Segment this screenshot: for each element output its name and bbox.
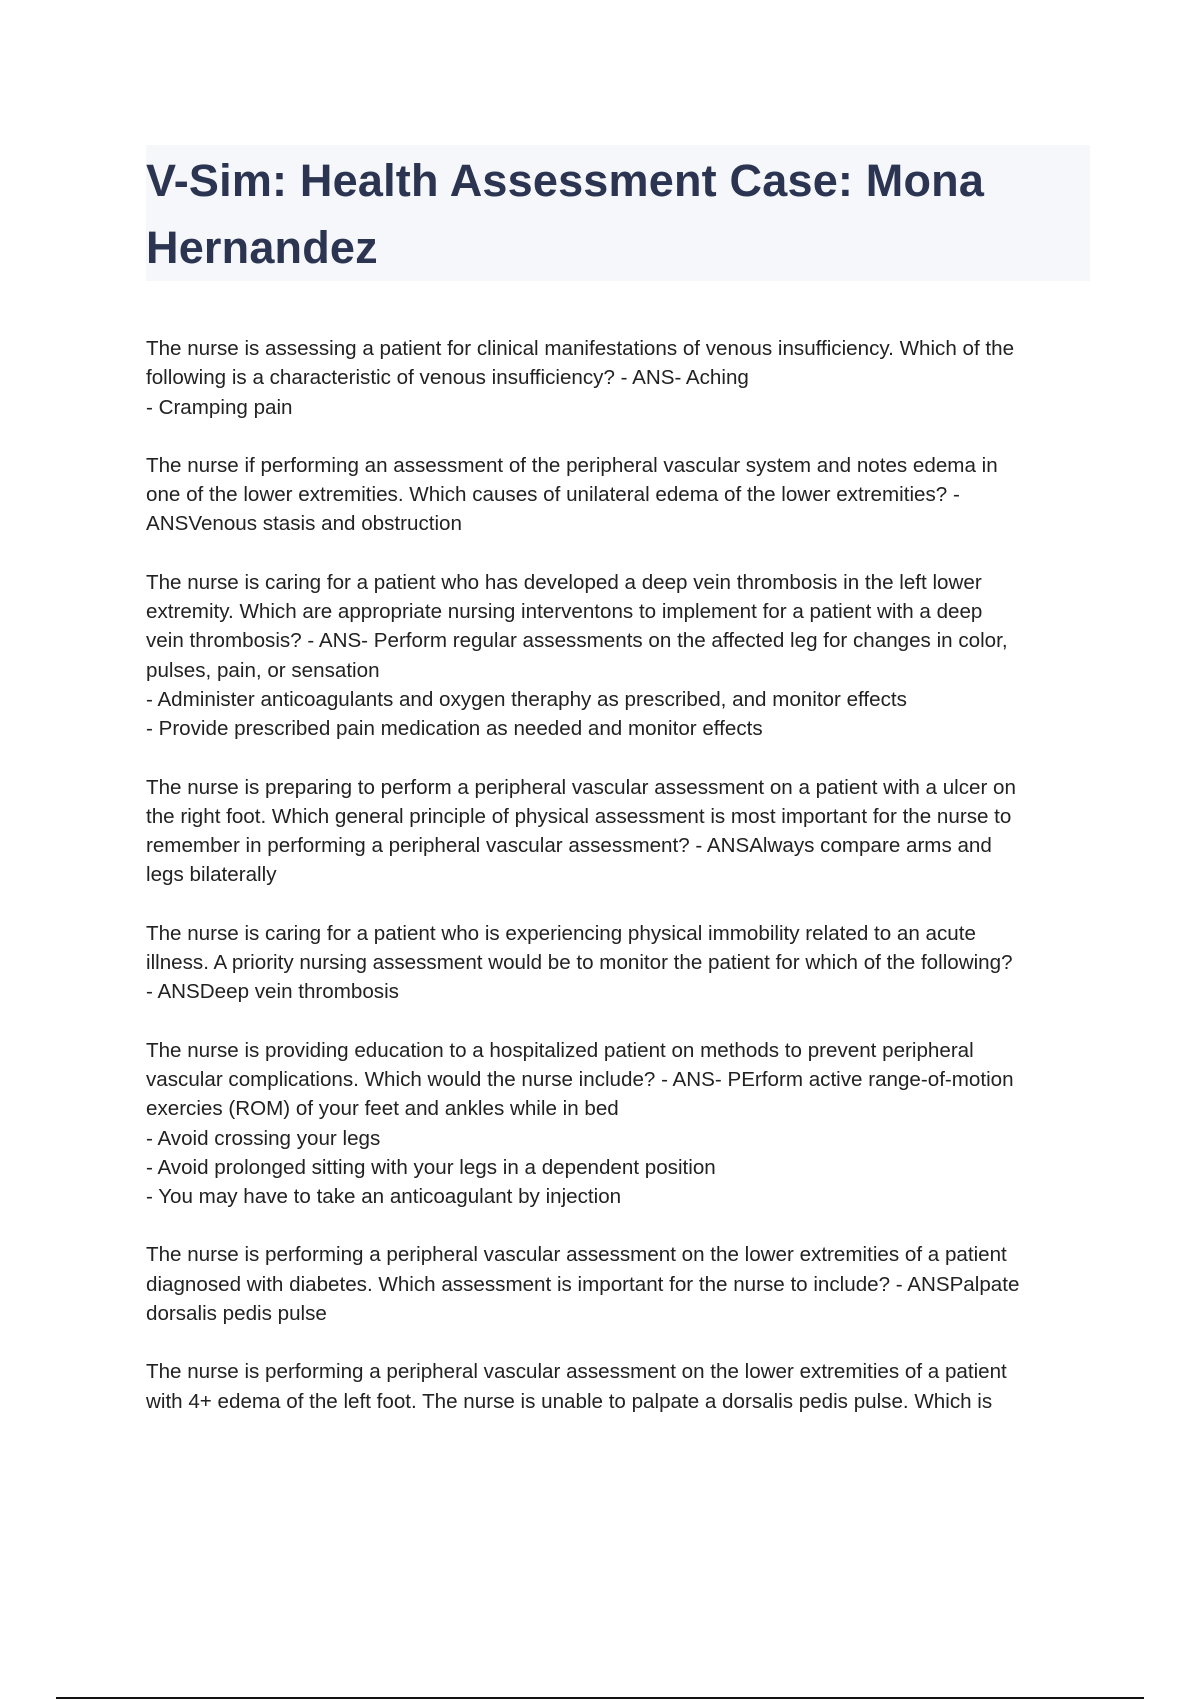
qa-line: illness. A priority nursing assessment would be to monitor the patient for which of the following? (146, 951, 1013, 975)
qa-line: The nurse is preparing to perform a peripheral vascular assessment on a patient with a ulcer on (146, 775, 1016, 799)
qa-line: - Provide prescribed pain medication as needed and monitor effects (146, 717, 763, 741)
qa-line: The nurse is caring for a patient who has developed a deep vein thrombosis in the left lower (146, 570, 982, 594)
qa-line: The nurse is performing a peripheral vascular assessment on the lower extremities of a patient (146, 1243, 1007, 1267)
qa-item-3 (146, 568, 1090, 744)
footer-divider (56, 1697, 1144, 1699)
qa-line: The nurse is providing education to a hospitalized patient on methods to prevent peripheral (146, 1038, 974, 1062)
qa-line: The nurse if performing an assessment of the peripheral vascular system and notes edema in (146, 453, 998, 477)
qa-line: legs bilaterally (146, 863, 277, 887)
title-block (146, 145, 1090, 281)
qa-line: vein thrombosis? - ANS- Perform regular assessments on the affected leg for changes in color, (146, 629, 1008, 653)
qa-line: - ANSDeep vein thrombosis (146, 980, 399, 1004)
qa-list (146, 334, 1090, 1445)
qa-line: ANSVenous stasis and obstruction (146, 512, 462, 536)
qa-line: the right foot. Which general principle of physical assessment is most important for the nurse to (146, 804, 1012, 828)
qa-line: The nurse is performing a peripheral vascular assessment on the lower extremities of a patient (146, 1360, 1007, 1384)
qa-line: remember in performing a peripheral vascular assessment? - ANSAlways compare arms and (146, 834, 992, 858)
qa-item-5 (146, 919, 1090, 1007)
qa-line: - You may have to take an anticoagulant by injection (146, 1185, 622, 1209)
qa-line: - Cramping pain (146, 395, 293, 419)
qa-item-2 (146, 451, 1090, 539)
qa-line: vascular complications. Which would the nurse include? - ANS- PErform active range-of-motion (146, 1067, 1014, 1091)
qa-line: with 4+ edema of the left foot. The nurse is unable to palpate a dorsalis pedis pulse. Which is (146, 1389, 993, 1413)
qa-line: following is a characteristic of venous insufficiency? - ANS- Aching (146, 366, 749, 390)
qa-line: diagnosed with diabetes. Which assessment is important for the nurse to include? - ANSPalpate (146, 1272, 1020, 1296)
qa-line: extremity. Which are appropriate nursing interventons to implement for a patient with a deep (146, 600, 983, 624)
qa-line: The nurse is caring for a patient who is experiencing physical immobility related to an acute (146, 921, 976, 945)
qa-line: The nurse is assessing a patient for clinical manifestations of venous insufficiency. Which of the (146, 337, 1015, 360)
qa-line: - Avoid prolonged sitting with your legs in a dependent position (146, 1155, 716, 1179)
title-line-2: Hernandez (146, 222, 378, 273)
qa-line: - Administer anticoagulants and oxygen theraphy as prescribed, and monitor effects (146, 687, 907, 711)
qa-item-6 (146, 1036, 1090, 1212)
qa-line: - Avoid crossing your legs (146, 1126, 381, 1150)
qa-line: one of the lower extremities. Which causes of unilateral edema of the lower extremities? - (146, 483, 960, 507)
qa-item-1 (146, 334, 1090, 422)
title-line-1: V-Sim: Health Assessment Case: Mona (146, 155, 985, 206)
document-title (146, 147, 1090, 281)
qa-item-7 (146, 1240, 1090, 1328)
qa-line: pulses, pain, or sensation (146, 658, 380, 682)
qa-item-4 (146, 773, 1090, 890)
qa-line: exercies (ROM) of your feet and ankles while in bed (146, 1097, 619, 1121)
qa-item-8 (146, 1357, 1090, 1416)
qa-line: dorsalis pedis pulse (146, 1302, 327, 1326)
